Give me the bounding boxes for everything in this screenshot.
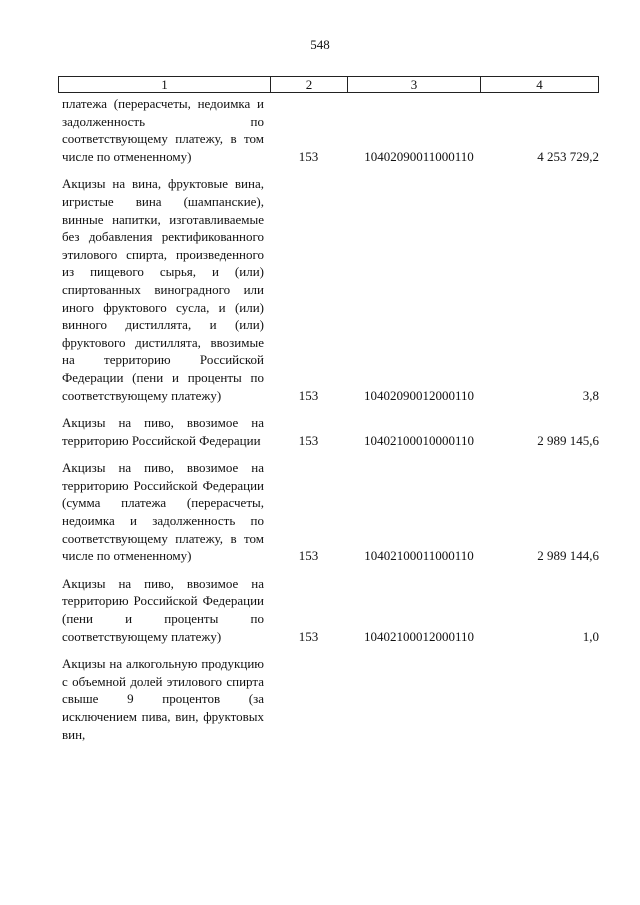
row-amount: 4 253 729,2 [537, 148, 599, 164]
row-admin-code: 153 [298, 387, 319, 403]
row-description: Акцизы на алкогольную продукцию с объемной долей этилового спирта свыше 9 процентов (за исключением пива, вин, фруктовых вин, [62, 656, 264, 742]
row-description: Акцизы на пиво, ввозимое на территорию Российской Федерации (пени и проценты по соответствующему платежу) [62, 575, 264, 644]
page-number: 548 [310, 37, 330, 52]
table-row [58, 459, 599, 565]
header-col-3: 3 [348, 77, 481, 92]
table-row [58, 655, 599, 743]
row-admin-code: 153 [298, 548, 319, 564]
header-col-1: 1 [59, 77, 271, 92]
table-header [58, 76, 599, 93]
header-col-4: 4 [536, 77, 543, 92]
row-amount: 2 989 145,6 [537, 432, 599, 448]
row-budget-code: 10402100011000110 [364, 548, 474, 564]
row-description: Акцизы на пиво, ввозимое на территорию Российской Федерации (сумма платежа (перерасчеты, недоимка и задолженность по соответствующему платежу, в том числе по отмененному) [62, 460, 264, 564]
row-admin-code: 153 [298, 628, 319, 644]
row-budget-code: 10402100010000110 [363, 432, 475, 448]
row-budget-code: 10402090012000110 [363, 387, 475, 403]
row-description: Акцизы на вина, фруктовые вина, игристые вина (шампанские), винные напитки, изготавливаемые без добавления ректификованного этилового спирта, произведенного из пищевого сырья, и (или) спиртованных виноградного или иного фруктового сусла, и (или) винного дистиллята, и (или) фруктового дистиллята, ввозимые на территорию Российской Федерации (пени и проценты по соответствующему платежу) [62, 176, 264, 403]
table-body [58, 95, 599, 743]
row-admin-code: 153 [298, 148, 319, 164]
row-amount: 2 989 144,6 [537, 548, 599, 564]
row-amount: 1,0 [582, 628, 599, 644]
row-amount: 3,8 [582, 387, 599, 403]
row-description: платежа (перерасчеты, недоимка и задолженность по соответствующему платежу, в том числе по отмененному) [62, 96, 264, 164]
row-description: Акцизы на пиво, ввозимое на территорию Российской Федерации [62, 415, 264, 448]
table-row [58, 414, 599, 449]
table-row [58, 175, 599, 404]
row-budget-code: 10402090011000110 [364, 148, 474, 164]
row-budget-code: 10402100012000110 [363, 628, 475, 644]
header-col-2: 2 [271, 77, 348, 92]
table-row [58, 575, 599, 645]
row-admin-code: 153 [298, 432, 319, 448]
table-row [58, 95, 599, 165]
